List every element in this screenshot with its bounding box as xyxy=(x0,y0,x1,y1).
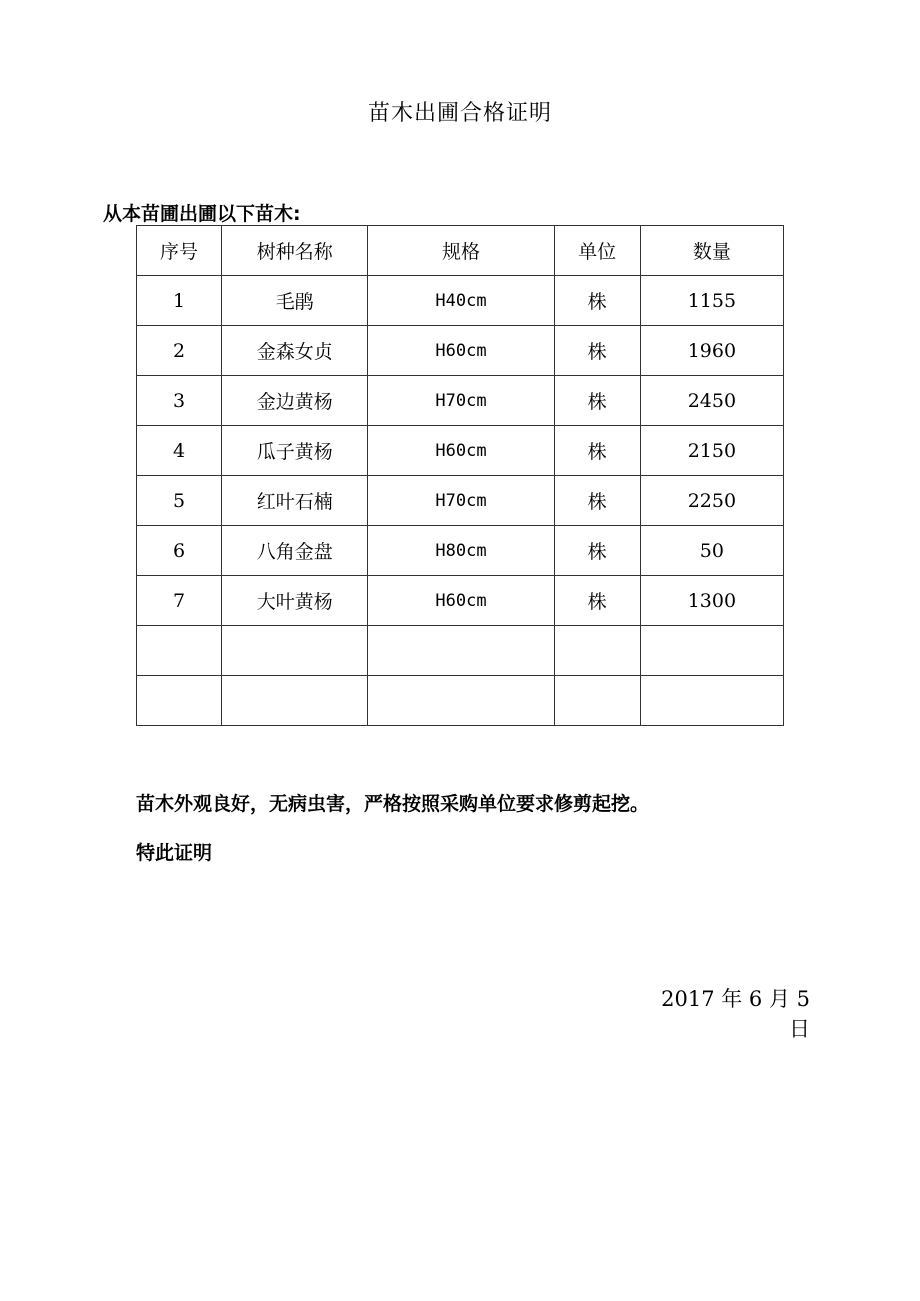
cell-seq: 2 xyxy=(137,326,222,376)
cell-qty xyxy=(640,626,783,676)
cell-spec: H40cm xyxy=(368,276,554,326)
cell-spec: H60cm xyxy=(368,426,554,476)
cell-name: 金森女贞 xyxy=(222,326,368,376)
cell-unit xyxy=(554,626,640,676)
cell-qty: 50 xyxy=(640,526,783,576)
table-row-empty xyxy=(137,626,784,676)
cell-name: 红叶石楠 xyxy=(222,476,368,526)
header-name: 树种名称 xyxy=(222,226,368,276)
cell-seq: 7 xyxy=(137,576,222,626)
cell-qty: 2250 xyxy=(640,476,783,526)
cell-spec: H70cm xyxy=(368,376,554,426)
cell-name xyxy=(222,626,368,676)
cell-qty: 1300 xyxy=(640,576,783,626)
cell-name: 瓜子黄杨 xyxy=(222,426,368,476)
cell-seq: 3 xyxy=(137,376,222,426)
table-row xyxy=(137,526,784,576)
cell-name xyxy=(222,676,368,726)
cell-unit: 株 xyxy=(554,276,640,326)
table-header-row xyxy=(137,226,784,276)
cell-name: 八角金盘 xyxy=(222,526,368,576)
nursery-stock-table xyxy=(136,225,784,726)
cell-name: 大叶黄杨 xyxy=(222,576,368,626)
table-row xyxy=(137,376,784,426)
intro-text: 从本苗圃出圃以下苗木: xyxy=(103,203,301,225)
certification-text: 特此证明 xyxy=(136,842,213,864)
cell-seq: 6 xyxy=(137,526,222,576)
cell-spec: H60cm xyxy=(368,576,554,626)
cell-spec xyxy=(368,676,554,726)
table-row xyxy=(137,476,784,526)
cell-name: 金边黄杨 xyxy=(222,376,368,426)
document-title: 苗木出圃合格证明 xyxy=(367,101,552,126)
cell-spec: H60cm xyxy=(368,326,554,376)
cell-unit: 株 xyxy=(554,426,640,476)
header-qty: 数量 xyxy=(640,226,783,276)
cell-unit: 株 xyxy=(554,526,640,576)
table-row xyxy=(137,276,784,326)
table-row-empty xyxy=(137,676,784,726)
cell-seq xyxy=(137,676,222,726)
cell-qty xyxy=(640,676,783,726)
quality-statement: 苗木外观良好，无病虫害，严格按照采购单位要求修剪起挖。 xyxy=(136,793,650,815)
cell-seq: 1 xyxy=(137,276,222,326)
cell-seq xyxy=(137,626,222,676)
cell-qty: 2150 xyxy=(640,426,783,476)
issue-date: 2017 年 6 月 5 日 xyxy=(661,987,810,1041)
cell-qty: 1155 xyxy=(640,276,783,326)
cell-unit: 株 xyxy=(554,476,640,526)
header-spec: 规格 xyxy=(368,226,554,276)
cell-unit: 株 xyxy=(554,326,640,376)
table-row xyxy=(137,326,784,376)
table-row xyxy=(137,576,784,626)
cell-unit: 株 xyxy=(554,376,640,426)
cell-spec: H70cm xyxy=(368,476,554,526)
cell-spec: H80cm xyxy=(368,526,554,576)
cell-unit xyxy=(554,676,640,726)
cell-seq: 4 xyxy=(137,426,222,476)
header-seq: 序号 xyxy=(137,226,222,276)
table-row xyxy=(137,426,784,476)
cell-qty: 2450 xyxy=(640,376,783,426)
cell-spec xyxy=(368,626,554,676)
cell-qty: 1960 xyxy=(640,326,783,376)
cell-unit: 株 xyxy=(554,576,640,626)
cell-seq: 5 xyxy=(137,476,222,526)
cell-name: 毛鹃 xyxy=(222,276,368,326)
header-unit: 单位 xyxy=(554,226,640,276)
